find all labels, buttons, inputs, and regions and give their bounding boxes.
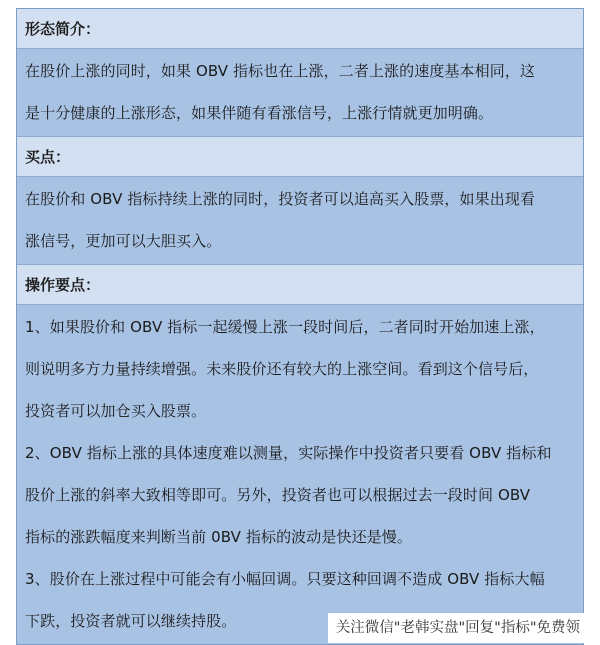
text-line: 涨信号，更加可以大胆买入。	[25, 232, 222, 250]
text-line: 投资者可以加仓买入股票。	[25, 402, 207, 420]
text-line: 则说明多方力量持续增强。未来股价还有较大的上涨空间。看到这个信号后，	[25, 360, 539, 378]
section-body-buy-point	[17, 177, 583, 265]
watermark-text: 关注微信"老韩实盘"回复"指标"免费领	[328, 613, 588, 643]
text-line: 在股价和 OBV 指标持续上涨的同时，投资者可以追高买入股票，如果出现看	[25, 190, 536, 208]
text-line: 是十分健康的上涨形态，如果伴随有看涨信号，上涨行情就更加明确。	[25, 104, 494, 122]
text-line: 1、如果股价和 OBV 指标一起缓慢上涨一段时间后，二者同时开始加速上涨，	[25, 318, 545, 336]
text-line: 股价上涨的斜率大致相等即可。另外，投资者也可以根据过去一段时间 OBV	[25, 486, 531, 504]
section-body-key-points	[17, 305, 583, 644]
section-title-intro: 形态简介：	[17, 9, 583, 49]
section-title-buy-point: 买点：	[17, 137, 583, 177]
section-body-intro	[17, 49, 583, 137]
text-line: 在股价上涨的同时，如果 OBV 指标也在上涨，二者上涨的速度基本相同，这	[25, 62, 536, 80]
content-table	[16, 8, 584, 645]
section-title-key-points: 操作要点：	[17, 265, 583, 305]
text-line: 指标的涨跌幅度来判断当前 0BV 指标的波动是快还是慢。	[25, 528, 412, 546]
text-line: 3、股价在上涨过程中可能会有小幅回调。只要这种回调不造成 OBV 指标大幅	[25, 570, 545, 588]
text-line: 下跌，投资者就可以继续持股。	[25, 612, 237, 630]
text-line: 2、OBV 指标上涨的具体速度难以测量，实际操作中投资者只要看 OBV 指标和	[25, 444, 552, 462]
